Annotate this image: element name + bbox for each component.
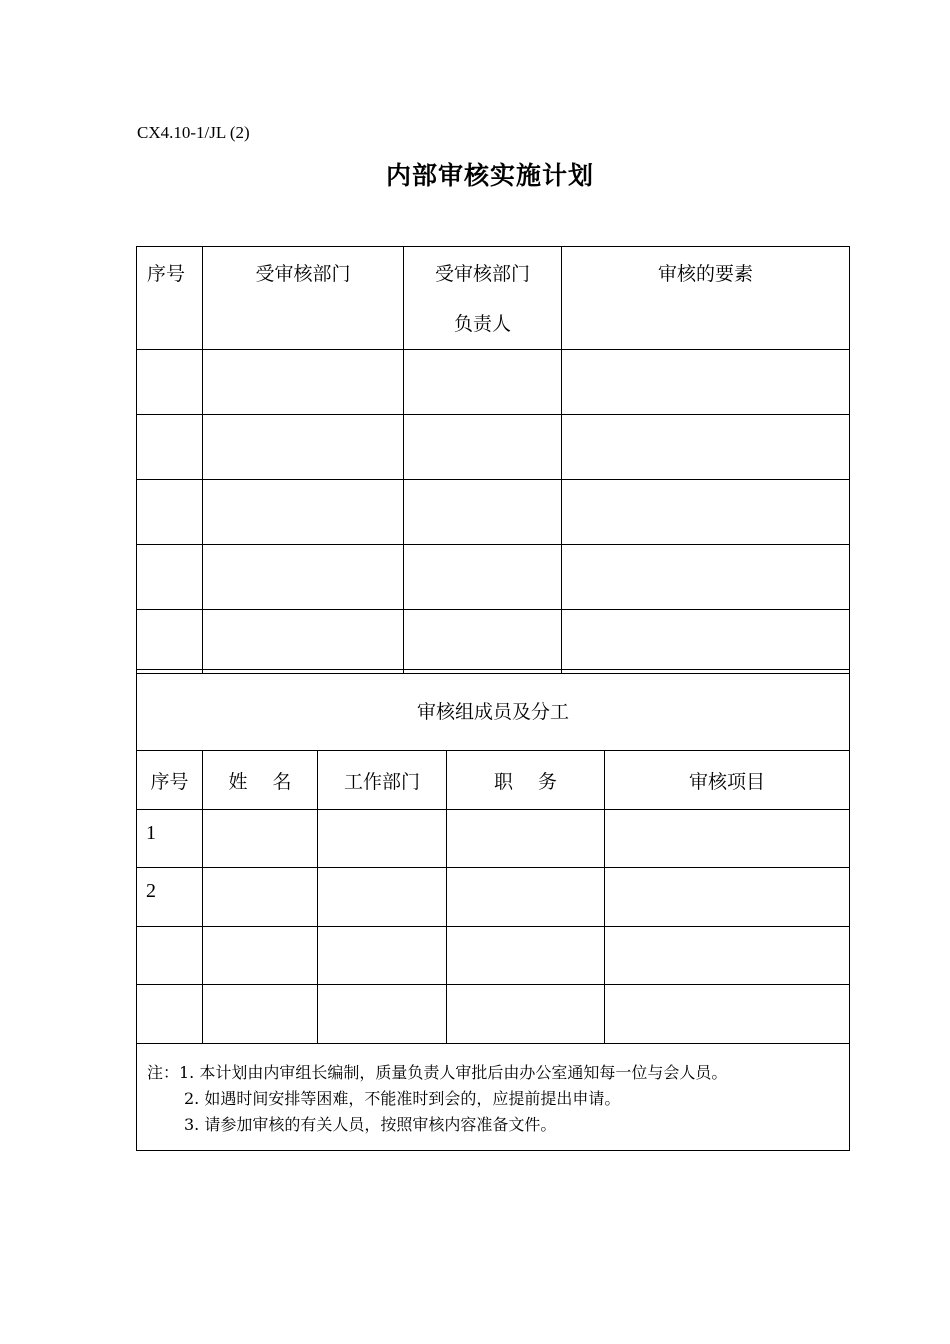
header-index: 序号 <box>137 247 203 350</box>
cell[interactable] <box>318 868 447 927</box>
cell[interactable] <box>562 610 850 674</box>
team-section-title: 审核组成员及分工 <box>137 670 850 751</box>
team-header-audit-items: 审核项目 <box>605 751 850 810</box>
section-title-row <box>137 670 850 751</box>
table-header-row <box>137 247 850 350</box>
document-code: CX4.10-1/JL (2) <box>137 123 250 142</box>
cell[interactable] <box>562 350 850 415</box>
cell[interactable] <box>447 810 605 868</box>
cell[interactable] <box>447 985 605 1044</box>
cell[interactable] <box>447 927 605 985</box>
note-line-2: 2. 如遇时间安排等困难，不能准时到会的，应提前提出申请。 <box>184 1089 621 1108</box>
table-row <box>137 927 850 985</box>
cell[interactable] <box>137 350 203 415</box>
row-index[interactable] <box>137 985 203 1044</box>
cell[interactable] <box>203 350 404 415</box>
cell[interactable] <box>203 868 318 927</box>
cell[interactable] <box>318 927 447 985</box>
team-header-department: 工作部门 <box>318 751 447 810</box>
team-header-position: 职 务 <box>447 751 605 810</box>
cell[interactable] <box>605 810 850 868</box>
team-header-index: 序号 <box>137 751 203 810</box>
cell[interactable] <box>137 480 203 545</box>
header-department-head-line1: 受审核部门 <box>434 263 530 285</box>
table-row <box>137 868 850 927</box>
header-audit-elements: 审核的要素 <box>562 247 850 350</box>
cell[interactable] <box>404 610 562 674</box>
cell[interactable] <box>203 985 318 1044</box>
audit-team-table <box>136 669 850 1151</box>
cell[interactable] <box>203 610 404 674</box>
cell[interactable] <box>562 415 850 480</box>
note-line-3: 3. 请参加审核的有关人员，按照审核内容准备文件。 <box>184 1115 557 1134</box>
header-department-head-line2: 负责人 <box>453 313 511 335</box>
table-row <box>137 985 850 1044</box>
header-department: 受审核部门 <box>203 247 404 350</box>
cell[interactable] <box>203 415 404 480</box>
cell[interactable] <box>605 868 850 927</box>
cell[interactable] <box>605 927 850 985</box>
table-row <box>137 480 850 545</box>
cell[interactable] <box>605 985 850 1044</box>
cell[interactable] <box>137 415 203 480</box>
notes-block <box>137 1044 850 1151</box>
cell[interactable] <box>318 985 447 1044</box>
table-row <box>137 810 850 868</box>
cell[interactable] <box>562 545 850 610</box>
cell[interactable] <box>404 545 562 610</box>
page-title: 内部审核实施计划 <box>385 161 594 190</box>
row-index[interactable] <box>137 927 203 985</box>
cell[interactable] <box>318 810 447 868</box>
header-department-head <box>404 247 562 350</box>
cell[interactable] <box>203 927 318 985</box>
cell[interactable] <box>447 868 605 927</box>
note-line-1: 注：1. 本计划由内审组长编制，质量负责人审批后由办公室通知每一位与会人员。 <box>147 1063 728 1082</box>
cell[interactable] <box>203 545 404 610</box>
cell[interactable] <box>404 350 562 415</box>
audit-plan-table <box>136 246 850 674</box>
cell[interactable] <box>137 610 203 674</box>
row-index: 2 <box>137 868 203 927</box>
cell[interactable] <box>203 810 318 868</box>
table-row <box>137 610 850 674</box>
table-row <box>137 415 850 480</box>
team-header-row <box>137 751 850 810</box>
cell[interactable] <box>404 415 562 480</box>
team-header-name: 姓 名 <box>203 751 318 810</box>
row-index: 1 <box>137 810 203 868</box>
table-row <box>137 350 850 415</box>
cell[interactable] <box>203 480 404 545</box>
cell[interactable] <box>562 480 850 545</box>
table-row <box>137 545 850 610</box>
cell[interactable] <box>137 545 203 610</box>
notes-row <box>137 1044 850 1151</box>
cell[interactable] <box>404 480 562 545</box>
